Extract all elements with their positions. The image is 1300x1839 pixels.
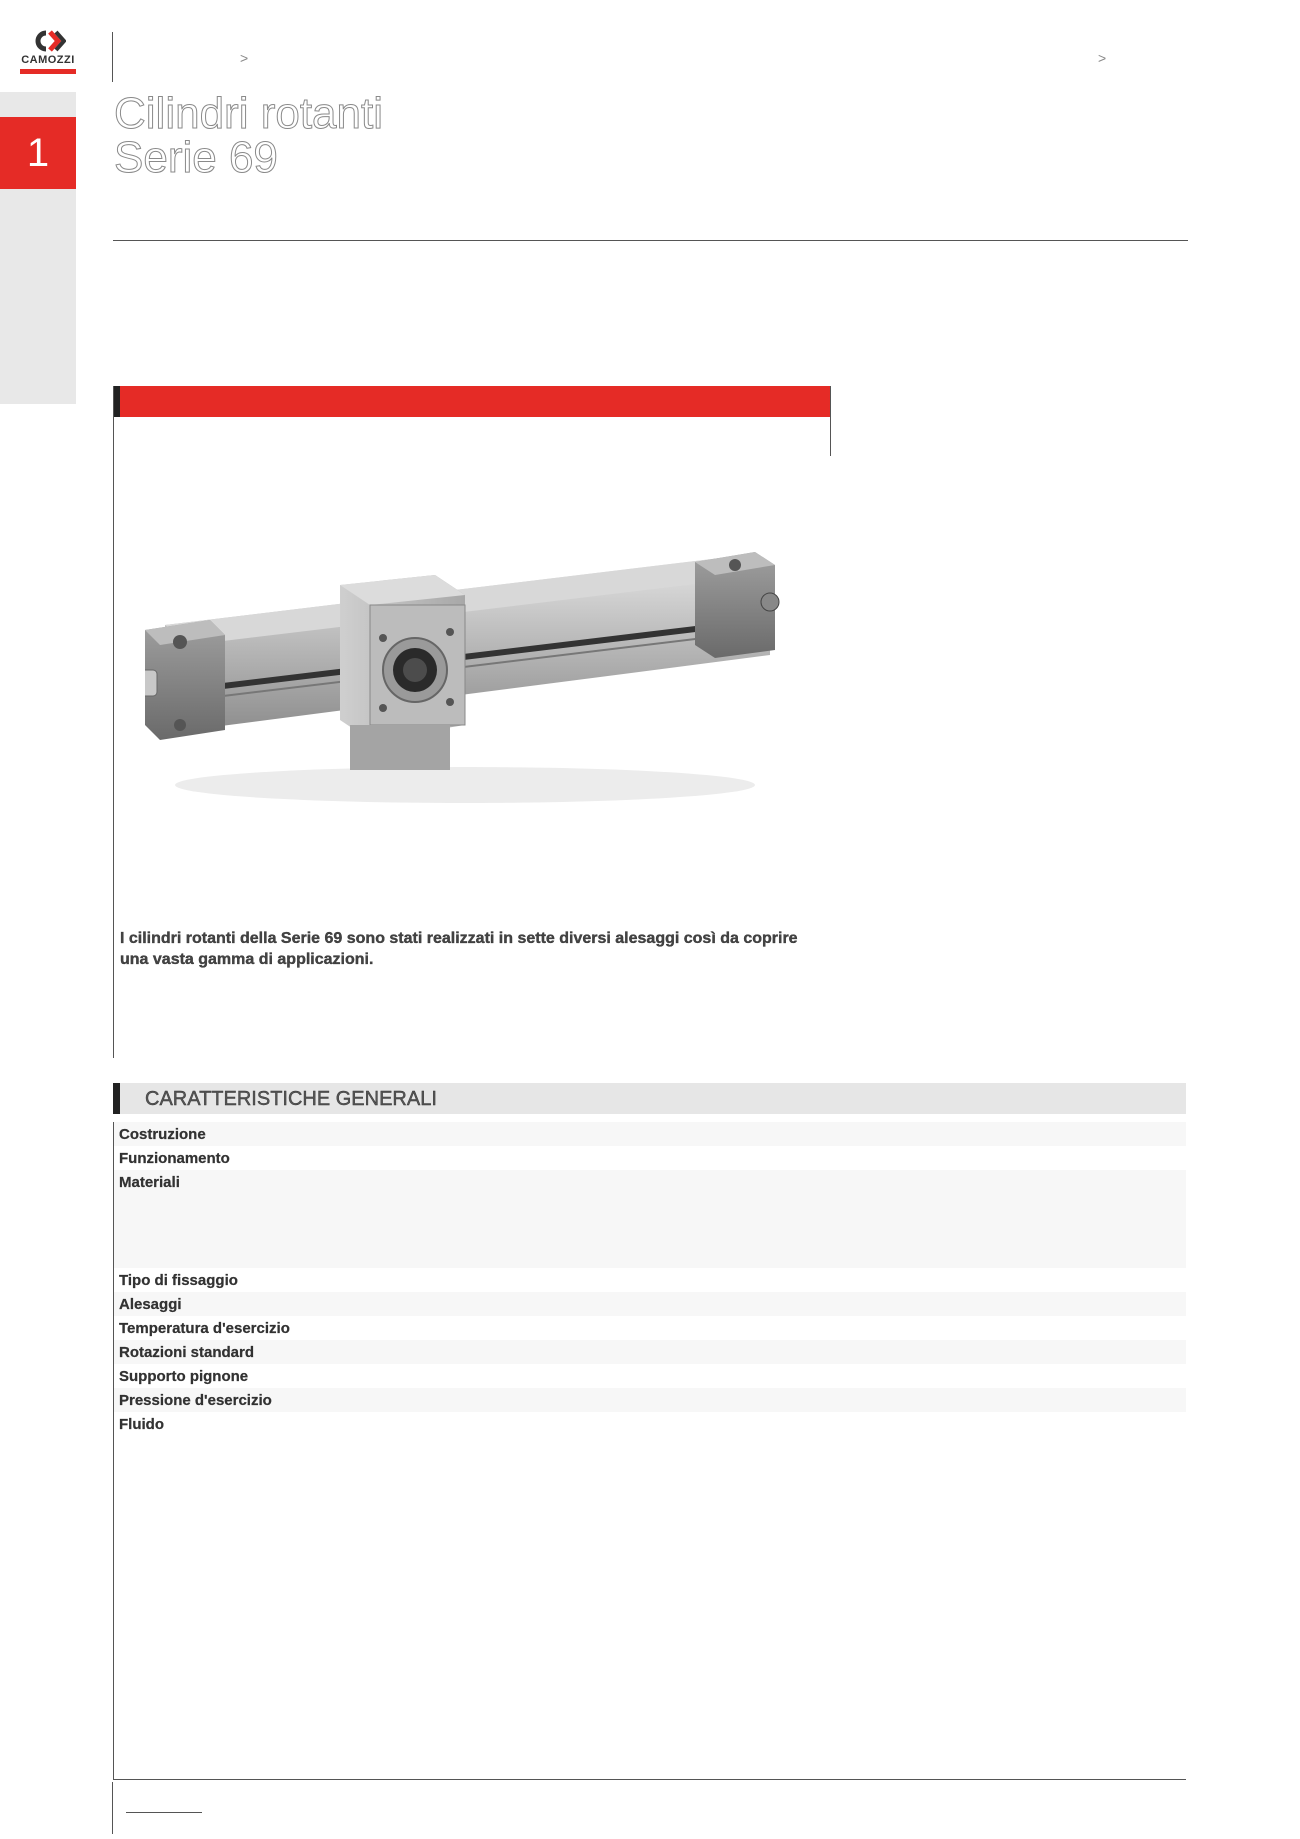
spec-label-fluido: Fluido: [119, 1416, 164, 1433]
spec-list: [113, 1122, 1186, 1436]
breadcrumb-separator-1: >: [240, 50, 249, 66]
spec-label-alesaggi: Alesaggi: [119, 1296, 182, 1313]
camozzi-logo: [18, 30, 78, 76]
spec-label-temperatura: Temperatura d'esercizio: [119, 1320, 290, 1337]
spec-row: [113, 1122, 1186, 1146]
spec-label-funzionamento: Funzionamento: [119, 1150, 230, 1167]
section-title: CARATTERISTICHE GENERALI: [145, 1088, 437, 1110]
footer-divider: [112, 1782, 113, 1834]
spec-row: [113, 1316, 1186, 1340]
page-title: [114, 89, 383, 182]
spec-row: [113, 1268, 1186, 1292]
product-header-marker: [113, 386, 120, 417]
spec-row: [113, 1364, 1186, 1388]
general-characteristics-header: [113, 1083, 1186, 1114]
chapter-tab[interactable]: 1: [0, 117, 76, 189]
spec-label-tipo-fissaggio: Tipo di fissaggio: [119, 1272, 238, 1289]
spec-label-costruzione: Costruzione: [119, 1126, 206, 1143]
spec-row: [113, 1412, 1186, 1436]
page-title-line-1: Cilindri rotanti: [114, 89, 383, 138]
page-title-line-2: Serie 69: [114, 133, 278, 182]
spec-label-pressione: Pressione d'esercizio: [119, 1392, 272, 1409]
product-box-right-line: [830, 386, 831, 456]
breadcrumb-separator-2: >: [1098, 50, 1107, 66]
title-rule: [113, 240, 1188, 241]
spec-row: [113, 1388, 1186, 1412]
spec-row: [113, 1340, 1186, 1364]
spec-row: [113, 1146, 1186, 1170]
spec-label-rotazioni: Rotazioni standard: [119, 1344, 255, 1361]
spec-label-supporto-pignone: Supporto pignone: [119, 1368, 249, 1385]
intro-paragraph: I cilindri rotanti della Serie 69 sono stati realizzati in sette diversi alesaggi così da coprire una vasta gamma di applicazioni.: [120, 930, 798, 968]
product-box-left-line: [113, 386, 114, 1058]
logo-text: CAMOZZI: [21, 54, 75, 66]
logo-bar: [20, 69, 76, 74]
section-marker: [113, 1083, 120, 1114]
spec-label-materiali: Materiali: [119, 1174, 180, 1191]
content-left-line: [113, 1122, 114, 1780]
spec-row: [113, 1170, 1186, 1268]
rotary-cylinder-image: [145, 540, 795, 810]
footer-rule: [126, 1812, 202, 1813]
logo-mark-icon: [32, 30, 66, 52]
spec-row: [113, 1292, 1186, 1316]
bottom-rule: [113, 1779, 1186, 1780]
product-header-bar: [113, 386, 831, 417]
header-divider: [112, 32, 113, 82]
